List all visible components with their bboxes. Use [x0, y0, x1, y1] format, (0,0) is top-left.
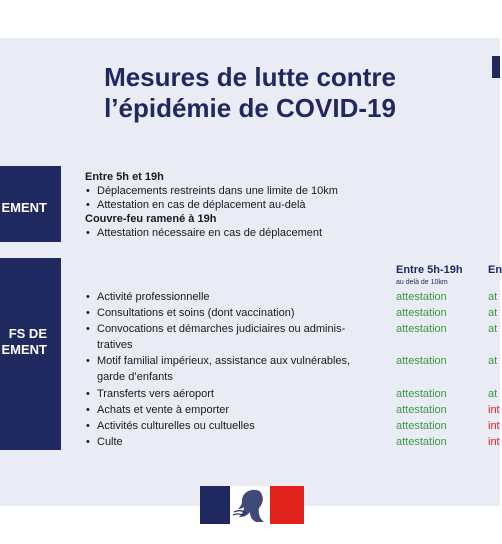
title-line-2: l’épidémie de COVID-19	[104, 93, 396, 123]
list-item: • Attestation en cas de déplacement au-delà	[85, 198, 385, 212]
page-title	[0, 62, 500, 124]
category-box-motifs	[0, 258, 61, 450]
title-line-1: Mesures de lutte contre	[104, 62, 396, 92]
row-value: at	[488, 307, 498, 319]
row-value: attestation	[396, 388, 447, 400]
row-label: • Transferts vers aéroport	[85, 386, 397, 402]
row-label: • Culte	[85, 434, 397, 450]
row-label: • Consultations et soins (dont vaccination)	[85, 305, 397, 321]
row-value: int	[488, 436, 500, 448]
marianne-profile-icon	[230, 486, 270, 524]
row-value: at	[488, 291, 498, 303]
row-value: attestation	[396, 291, 447, 303]
row-value: attestation	[396, 436, 447, 448]
flag-blue	[200, 486, 230, 524]
category-box-deplacement	[0, 166, 61, 242]
category-label: EMENT	[1, 200, 47, 215]
row-value: attestation	[396, 323, 447, 335]
category-label-line-2: EMENT	[1, 342, 47, 357]
row-value: int	[488, 404, 500, 416]
row-value: attestation	[396, 355, 447, 367]
list-item: • Attestation nécessaire en cas de déplacement	[85, 226, 385, 240]
column-header-second: En	[488, 264, 502, 276]
row-value: attestation	[396, 420, 447, 432]
flag-white	[230, 486, 270, 524]
row-label: • Activités culturelles ou cultuelles	[85, 418, 397, 434]
list-item: • Déplacements restreints dans une limite de 10km	[85, 184, 385, 198]
column-header-daytime: Entre 5h-19h	[396, 264, 463, 276]
row-value: at	[488, 388, 498, 400]
row-value: attestation	[396, 307, 447, 319]
flag-red	[270, 486, 304, 524]
row-label-line-2: tratives	[97, 339, 133, 351]
marianne-logo	[200, 486, 304, 524]
category-label-line-1: FS DE	[8, 326, 47, 341]
section-header: Couvre-feu ramené à 19h	[85, 213, 217, 225]
row-label: • Activité professionnelle	[85, 289, 397, 305]
row-value: at	[488, 355, 498, 367]
row-label-line-2: garde d’enfants	[97, 371, 173, 383]
row-value: int	[488, 420, 500, 432]
row-label	[85, 321, 397, 353]
row-label: • Achats et vente à emporter	[85, 402, 397, 418]
row-value: attestation	[396, 404, 447, 416]
row-label-line-1: Motif familial impérieux, assistance aux vulnérables,	[97, 355, 351, 367]
column-subheader: au delà de 10km	[396, 279, 448, 286]
row-label-line-1: Convocations et démarches judiciaires ou adminis-	[97, 323, 346, 335]
deplacement-section	[85, 170, 385, 240]
section-header: Entre 5h et 19h	[85, 171, 164, 183]
row-value: at	[488, 323, 498, 335]
row-label	[85, 353, 397, 385]
